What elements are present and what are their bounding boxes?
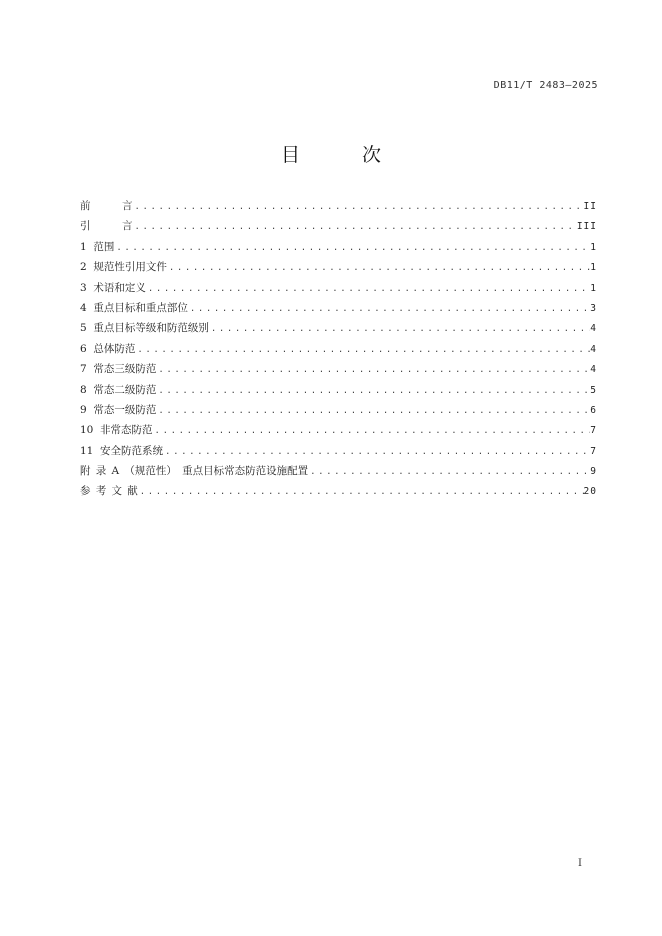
dot-leader: [133, 197, 584, 217]
dot-leader: [135, 340, 590, 360]
toc-entry-label: 1 范围: [80, 240, 115, 253]
toc-title: 目 次: [280, 144, 410, 166]
toc-entry-label: 10 非常态防范: [80, 424, 153, 437]
dot-leader: [156, 360, 590, 380]
toc-entry-page: 7: [590, 445, 597, 457]
toc-entry-label: 8 常态二级防范: [80, 383, 157, 396]
toc-entry-target-levels[interactable]: [80, 318, 597, 338]
toc-entry-label: 附 录 A （规范性） 重点目标常态防范设施配置: [80, 465, 309, 478]
toc-entry-page: 20: [583, 486, 597, 498]
toc-entry-page: 1: [590, 241, 597, 253]
toc-entry-page: 3: [590, 302, 597, 314]
toc-entry-level-two[interactable]: [80, 380, 597, 400]
dot-leader: [146, 279, 590, 299]
toc-entry-security-system[interactable]: [80, 441, 597, 461]
toc-entry-label: 参 考 文 献: [80, 485, 138, 498]
toc-entry-scope[interactable]: [80, 237, 597, 257]
toc-entry-page: 4: [590, 323, 597, 335]
toc-entry-label: 4 重点目标和重点部位: [80, 301, 188, 314]
dot-leader: [163, 442, 590, 462]
dot-leader: [153, 421, 591, 441]
toc-entry-appendix-a[interactable]: [80, 461, 597, 481]
toc-entry-label: 5 重点目标等级和防范级别: [80, 322, 209, 335]
dot-leader: [114, 238, 590, 258]
page-number: I: [578, 858, 582, 869]
toc-entry-page: II: [583, 201, 597, 212]
toc-entry-label: 6 总体防范: [80, 342, 136, 355]
document-code: DB11/T 2483—2025: [493, 80, 598, 91]
toc-entry-label: 11 安全防范系统: [80, 444, 164, 457]
toc-entry-label: 前 言: [80, 200, 133, 212]
toc-entry-page: 5: [590, 384, 597, 396]
toc-entry-page: 7: [590, 425, 597, 437]
toc-entry-page: 1: [590, 282, 597, 294]
toc-entry-level-one[interactable]: [80, 400, 597, 420]
toc-entry-terms-definitions[interactable]: [80, 278, 597, 298]
toc-entry-normative-references[interactable]: [80, 257, 597, 277]
dot-leader: [188, 299, 590, 319]
toc-entry-page: 1: [590, 262, 597, 274]
toc-entry-page: 9: [590, 466, 597, 478]
toc-entry-key-targets[interactable]: [80, 298, 597, 318]
dot-leader: [138, 482, 584, 502]
toc-entry-general-protection[interactable]: [80, 339, 597, 359]
dot-leader: [209, 319, 590, 339]
dot-leader: [308, 462, 590, 482]
toc-entry-label: 2 规范性引用文件: [80, 261, 167, 274]
toc-entry-page: 4: [590, 343, 597, 355]
toc-entry-page: 6: [590, 404, 597, 416]
dot-leader: [167, 258, 590, 278]
toc-entry-label: 7 常态三级防范: [80, 363, 157, 376]
toc-entry-introduction[interactable]: [80, 216, 597, 236]
toc-entry-label: 3 术语和定义: [80, 281, 146, 294]
toc-entry-label: 引 言: [80, 220, 133, 233]
dot-leader: [156, 381, 590, 401]
toc-entry-label: 9 常态一级防范: [80, 403, 157, 416]
toc-entry-level-three[interactable]: [80, 359, 597, 379]
toc-entry-abnormal-protection[interactable]: [80, 420, 597, 440]
toc-entry-foreword[interactable]: [80, 196, 597, 216]
table-of-contents: [80, 196, 597, 502]
dot-leader: [133, 217, 577, 237]
toc-entry-bibliography[interactable]: [80, 481, 597, 501]
dot-leader: [156, 401, 590, 421]
toc-entry-page: III: [576, 221, 597, 233]
toc-entry-page: 4: [590, 364, 597, 376]
